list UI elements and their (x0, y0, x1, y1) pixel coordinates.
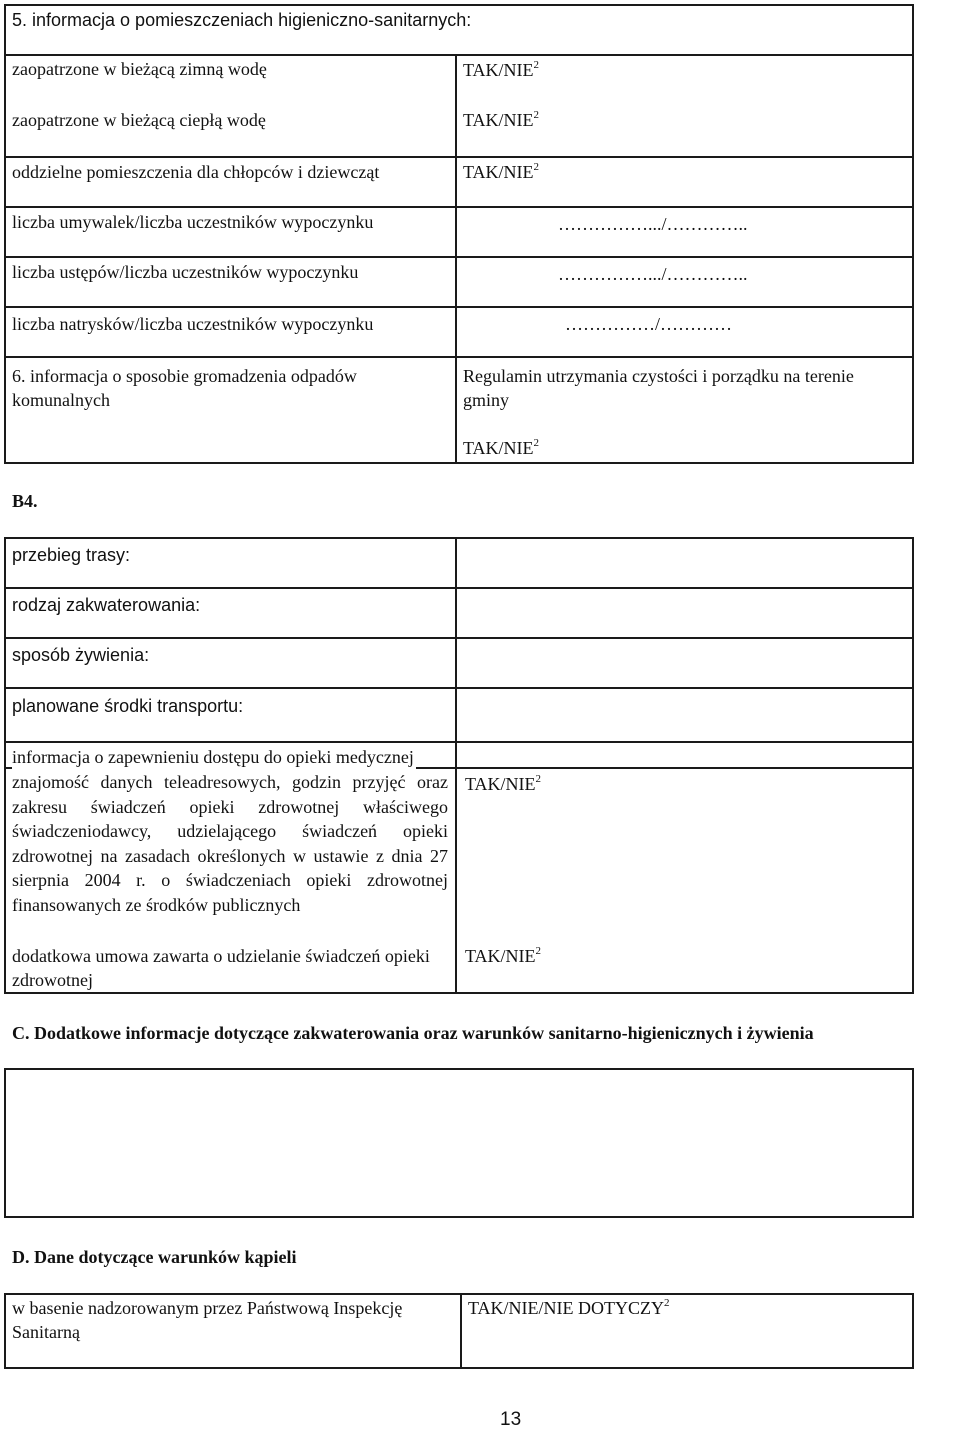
row-label-washbasins: liczba umywalek/liczba uczestników wypoczynku (12, 212, 374, 232)
b4-medical-title: informacja o zapewnieniu dostępu do opieki medycznej (12, 747, 414, 767)
row-value-showers: ……………/………… (565, 314, 733, 334)
section-d-heading: D. Dane dotyczące warunków kąpieli (12, 1247, 297, 1267)
row-label-showers: liczba natrysków/liczba uczestników wypoczynku (12, 314, 374, 334)
row-label-toilets: liczba ustępów/liczba uczestników wypoczynku (12, 262, 359, 282)
row-value-washbasins: …………….../………….. (558, 214, 748, 234)
page-number: 13 (500, 1409, 522, 1430)
section-6-value: Regulamin utrzymania czystości i porządku na terenie gminy (463, 366, 854, 410)
section-5-title: 5. informacja o pomieszczeniach higieniczno-sanitarnych: (12, 10, 472, 30)
row-label-hot-water: zaopatrzone w bieżącą ciepłą wodę (12, 110, 266, 130)
sanitary-table-column-divider (455, 54, 457, 464)
section-6-label: 6. informacja o sposobie gromadzenia odpadów komunalnych (12, 366, 357, 410)
row-value-toilets: …………….../………….. (558, 264, 748, 284)
row-value-cold-water: TAK/NIE$^2$ (463, 59, 540, 80)
section-c-box (4, 1068, 914, 1218)
row-value-hot-water: TAK/NIE$^2$ (463, 109, 540, 130)
sanitary-table-title-divider (4, 54, 914, 56)
b4-medical-item1: znajomość danych teleadresowych, godzin przyjęć oraz zakresu świadczeń opieki zdrowotnej właściwego świadczeniodawcy, udzielającego świadczeń opieki zdrowotnej na zasadach określonych w ustawie z dnia 27 sierpnia 2004 r. o świadczeniach opieki zdrowotnej finansowanych ze środków publicznych (12, 772, 448, 915)
section-6-answer: TAK/NIE$^2$ (463, 437, 540, 458)
b4-accommodation-label: rodzaj zakwaterowania: (12, 595, 201, 615)
b4-medical-item2: dodatkowa umowa zawarta o udzielanie świadczeń opieki zdrowotnej (12, 946, 430, 990)
b4-transport-label: planowane środki transportu: (12, 696, 244, 716)
b4-route-label: przebieg trasy: (12, 545, 131, 565)
row-label-separate-rooms: oddzielne pomieszczenia dla chłopców i dziewcząt (12, 162, 380, 182)
row-value-separate-rooms: TAK/NIE$^2$ (463, 161, 540, 182)
b4-meals-label: sposób żywienia: (12, 645, 150, 665)
b4-heading: B4. (12, 491, 38, 511)
section-d-label: w basenie nadzorowanym przez Państwową Inspekcję Sanitarną (12, 1298, 403, 1342)
section-d-answer: TAK/NIE/NIE DOTYCZY$^2$ (468, 1297, 670, 1318)
section-c-heading: C. Dodatkowe informacje dotyczące zakwaterowania oraz warunków sanitarno-higienicznych i żywienia (12, 1023, 814, 1043)
b4-medical-item2-answer: TAK/NIE$^2$ (465, 945, 542, 966)
row-label-cold-water: zaopatrzone w bieżącą zimną wodę (12, 59, 267, 79)
b4-medical-item1-answer: TAK/NIE$^2$ (465, 773, 542, 794)
